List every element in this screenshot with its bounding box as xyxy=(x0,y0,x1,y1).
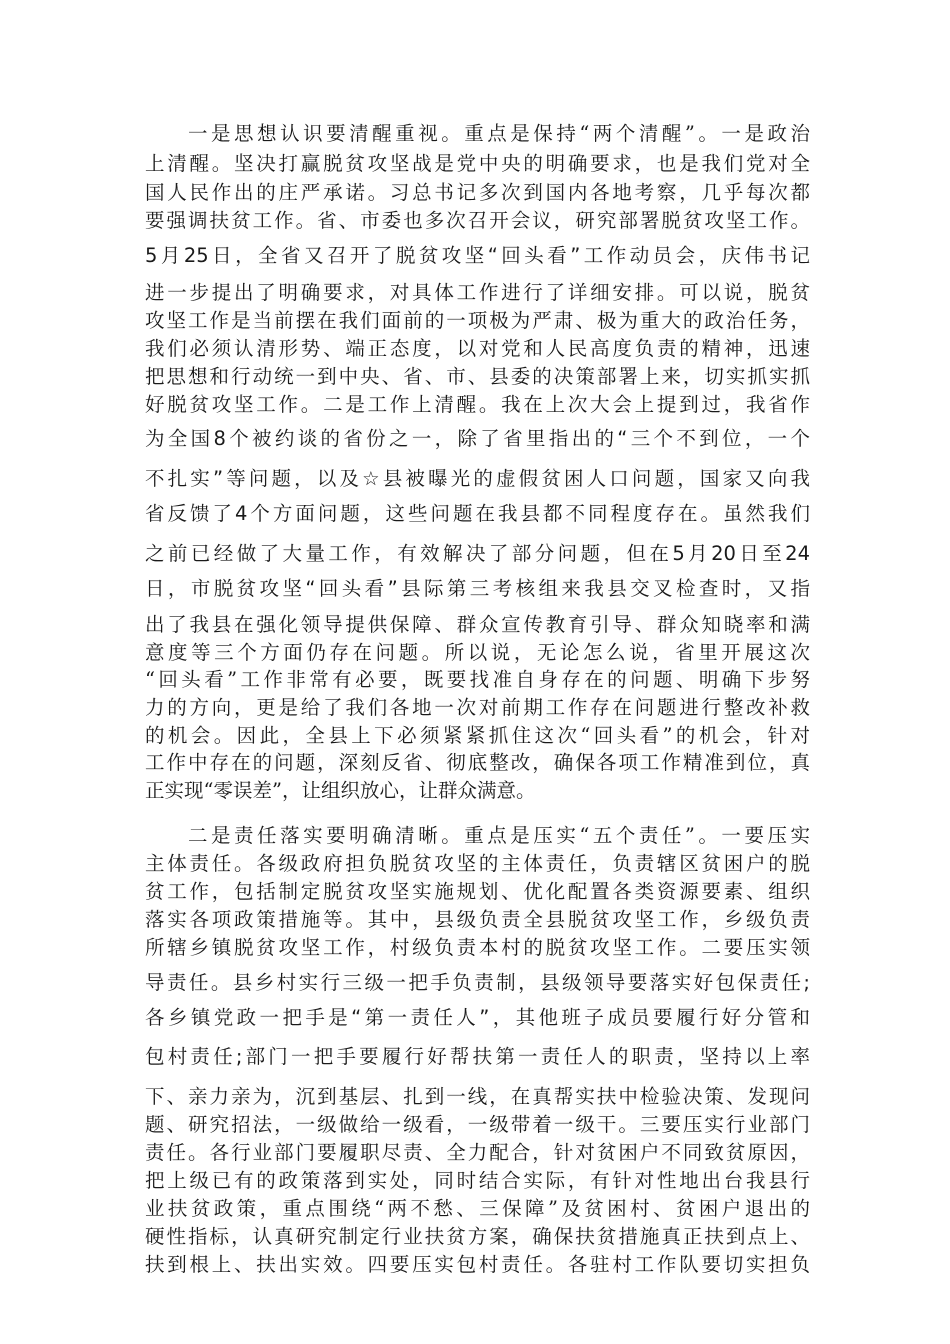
paragraph-2-line: 下、亲力亲为，沉到基层、扎到一线，在真帮实扶中检验决策、发现问 xyxy=(145,1085,810,1108)
paragraph-1-line: 我们必须认清形势、端正态度，以对党和人民高度负责的精神，迅速 xyxy=(145,337,810,360)
paragraph-1-line: 上清醒。坚决打赢脱贫攻坚战是党中央的明确要求，也是我们党对全 xyxy=(145,152,810,175)
paragraph-1-line: 省反馈了4个方面问题，这些问题在我县都不同程度存在。虽然我们 xyxy=(145,502,810,525)
paragraph-1-line: 要强调扶贫工作。省、市委也多次召开会议，研究部署脱贫攻坚工作。 xyxy=(145,209,810,232)
paragraph-2-line: 贫工作，包括制定脱贫攻坚实施规划、优化配置各类资源要素、组织 xyxy=(145,880,810,903)
paragraph-1-line: 力的方向，更是给了我们各地一次对前期工作存在问题进行整改补救 xyxy=(145,696,810,719)
paragraph-2-line: 所辖乡镇脱贫攻坚工作，村级负责本村的脱贫攻坚工作。二要压实领 xyxy=(145,936,810,959)
paragraph-1-line: 工作中存在的问题，深刻反省、彻底整改，确保各项工作精准到位，真 xyxy=(145,751,810,774)
paragraph-1-line: 日，市脱贫攻坚“回头看”县际第三考核组来我县交叉检查时，又指 xyxy=(145,577,810,600)
paragraph-2-line: 把上级已有的政策落到实处，同时结合实际，有针对性地出台我县行 xyxy=(145,1169,810,1192)
paragraph-1-line: 进一步提出了明确要求，对具体工作进行了详细安排。可以说，脱贫 xyxy=(145,281,810,304)
paragraph-2-line: 业扶贫政策，重点围绕“两不愁、三保障”及贫困村、贫困户退出的 xyxy=(145,1197,810,1220)
paragraph-1-line: 不扎实”等问题，以及☆县被曝光的虚假贫困人口问题，国家又向我 xyxy=(145,467,810,490)
paragraph-2-line: 各乡镇党政一把手是“第一责任人”，其他班子成员要履行好分管和 xyxy=(145,1006,810,1029)
paragraph-2-line: 责任。各行业部门要履职尽责、全力配合，针对贫困户不同致贫原因， xyxy=(145,1141,810,1164)
paragraph-1-line: 出了我县在强化领导提供保障、群众宣传教育引导、群众知晓率和满 xyxy=(145,613,810,636)
paragraph-2-line: 二是责任落实要明确清晰。重点是压实“五个责任”。一要压实 xyxy=(188,824,810,847)
paragraph-1-line: 一是思想认识要清醒重视。重点是保持“两个清醒”。一是政治 xyxy=(188,122,810,145)
paragraph-2-line: 包村责任;部门一把手要履行好帮扶第一责任人的职责，坚持以上率 xyxy=(145,1045,810,1068)
paragraph-1-line: 好脱贫攻坚工作。二是工作上清醒。我在上次大会上提到过，我省作 xyxy=(145,393,810,416)
paragraph-1-line: 正实现“零误差”，让组织放心，让群众满意。 xyxy=(145,779,536,802)
paragraph-1-line: 把思想和行动统一到中央、省、市、县委的决策部署上来，切实抓实抓 xyxy=(145,365,810,388)
paragraph-1-line: “回头看”工作非常有必要，既要找准自身存在的问题、明确下步努 xyxy=(145,668,810,691)
paragraph-1-line: 国人民作出的庄严承诺。习总书记多次到国内各地考察，几乎每次都 xyxy=(145,181,810,204)
paragraph-1-line: 攻坚工作是当前摆在我们面前的一项极为严肃、极为重大的政治任务， xyxy=(145,309,810,332)
paragraph-2-line: 硬性指标，认真研究制定行业扶贫方案，确保扶贫措施真正扶到点上、 xyxy=(145,1225,810,1248)
paragraph-2-line: 主体责任。各级政府担负脱贫攻坚的主体责任，负责辖区贫困户的脱 xyxy=(145,852,810,875)
paragraph-1-line: 的机会。因此，全县上下必须紧紧抓住这次“回头看”的机会，针对 xyxy=(145,724,810,747)
paragraph-1-line: 为全国8个被约谈的省份之一，除了省里指出的“三个不到位，一个 xyxy=(145,427,810,450)
paragraph-1-line: 意度等三个方面仍存在问题。所以说，无论怎么说，省里开展这次 xyxy=(145,641,810,664)
paragraph-2-line: 扶到根上、扶出实效。四要压实包村责任。各驻村工作队要切实担负 xyxy=(145,1253,810,1276)
paragraph-2-line: 题、研究招法，一级做给一级看，一级带着一级干。三要压实行业部门 xyxy=(145,1113,810,1136)
paragraph-2-line: 落实各项政策措施等。其中，县级负责全县脱贫攻坚工作，乡级负责 xyxy=(145,908,810,931)
paragraph-1-line: 5月25日，全省又召开了脱贫攻坚“回头看”工作动员会，庆伟书记 xyxy=(145,244,810,267)
paragraph-1-line: 之前已经做了大量工作，有效解决了部分问题，但在5月20日至24 xyxy=(145,542,810,565)
paragraph-2-line: 导责任。县乡村实行三级一把手负责制，县级领导要落实好包保责任; xyxy=(145,971,810,994)
